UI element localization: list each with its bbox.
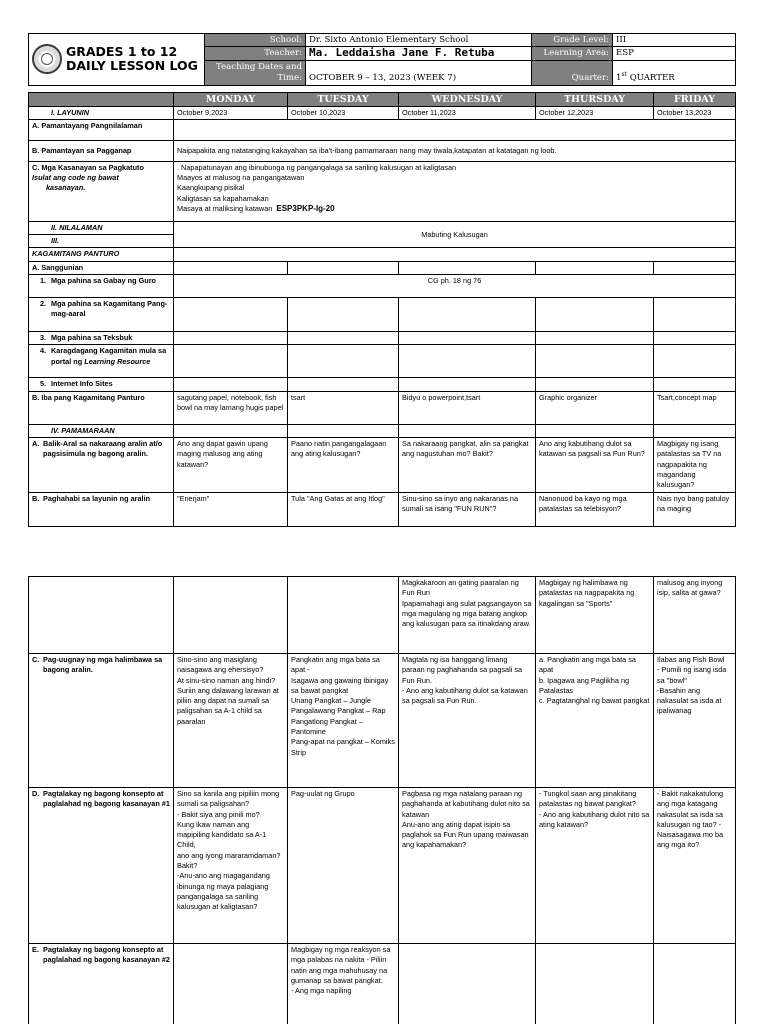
kagamitang-cell [288, 298, 399, 332]
lesson-log-page-1 [28, 33, 735, 527]
karagdagang-cell [536, 345, 654, 378]
deped-seal-icon [32, 44, 62, 74]
internet-cell [288, 378, 399, 391]
pagtalakay-2-monday [174, 944, 288, 1024]
paghahabi-monday: "Enerjam" [174, 492, 288, 526]
nilalaman-row [29, 221, 736, 234]
day-thursday: THURSDAY [536, 92, 654, 106]
kagamitang-mag-aaral-row [29, 298, 736, 332]
nilalaman-value: Mabuting Kalusugan [174, 221, 736, 248]
lesson-grid-2 [28, 576, 736, 1024]
pagtalakay-1-tuesday: Pag-uulat ng Grupo [288, 788, 399, 944]
iba-monday: sagutang papel, notebook, fish bowl na may lamang hugis papel [174, 391, 288, 424]
pamantayan-sa-pagganap-row [29, 140, 736, 161]
pamantayang-pangnilalaman-value [174, 119, 736, 140]
pagtalakay-2-letter: E. [32, 945, 39, 954]
internet-text: Internet Info Sites [51, 379, 113, 389]
date-friday: October 13,2023 [654, 106, 736, 119]
karagdagang-text: Karagdagang Kagamitan mula sa portal ng [51, 346, 167, 366]
teksbuk-cell [399, 332, 536, 345]
title-line-2: DAILY LESSON LOG [66, 58, 198, 74]
grade-level-label: Grade Level: [532, 34, 613, 47]
gabay-row [29, 275, 736, 298]
pag-uugnay-friday: Ilabas ang Fish Bowl - Pumili ng isang isda sa "bowl" -Basahin ang nakasulat sa isda at ipaliwanag [654, 654, 736, 788]
karagdagang-cell [399, 345, 536, 378]
school-value: Dr. Sixto Antonio Elementary School [306, 34, 532, 47]
iba-thursday: Graphic organizer [536, 391, 654, 424]
karagdagang-cell [654, 345, 736, 378]
teksbuk-cell [288, 332, 399, 345]
kasanayan-label [29, 161, 174, 221]
pamamaraan-cell [288, 424, 399, 437]
cont-thursday: Magbigay ng halimbawa ng patalastas na nagpapakita ng kagalingan sa "Sports" [536, 577, 654, 654]
kasanayan-label-line-2: Isulat ang code ng bawat [32, 173, 119, 183]
gabay-number: 1. [40, 276, 47, 286]
pamamaraan-cell [399, 424, 536, 437]
kagamitang-cell [399, 298, 536, 332]
internet-cell [399, 378, 536, 391]
header-logo-cell [29, 34, 205, 86]
kasanayan-value [174, 161, 736, 221]
internet-cell [654, 378, 736, 391]
paghahabi-letter: B. [32, 493, 40, 503]
kagamitang-mag-aaral-text: Mga pahina sa Kagamitang Pang-mag-aaral [51, 299, 168, 319]
pag-uugnay-text: Pag-uugnay ng mga halimbawa sa bagong aralin. [43, 655, 163, 675]
paghahabi-thursday: Nanonuod ba kayo ng mga patalastas sa telebisyon? [536, 492, 654, 526]
dates-label [205, 60, 306, 85]
sanggunian-label: A. Sanggunian [29, 261, 174, 274]
paghahabi-continued-row [29, 577, 736, 654]
sanggunian-cell [174, 261, 288, 274]
day-header-row [29, 92, 736, 106]
pagtalakay-2-friday [654, 944, 736, 1024]
iba-tuesday: tsart [288, 391, 399, 424]
pamantayan-sa-pagganap-label: B. Pamantayan sa Pagganap [29, 140, 174, 161]
pagtalakay-2-label [29, 944, 174, 1024]
balik-aral-letter: A. [32, 438, 40, 448]
kagamitang-cell [654, 298, 736, 332]
balik-aral-label [29, 437, 174, 492]
paghahabi-wednesday: Sinu-sino sa inyo ang nakaranas na sumali sa isang "FUN RUN"? [399, 492, 536, 526]
balik-aral-thursday: Ano ang kabutihang dulot sa katawan sa pagsali sa Fun Run? [536, 437, 654, 492]
teksbuk-row [29, 332, 736, 345]
pagtalakay-1-text: Pagtalakay ng bagong konsepto at paglalahad ng bagong kasanayan #1 [43, 789, 170, 809]
kasanayan-label-line-1: C. Mga Kasanayan sa Pagkatuto [32, 162, 144, 172]
balik-aral-friday: Magbigay ng isang patalastas sa TV na nagpapakita ng magandang kalusugan? [654, 437, 736, 492]
kagamitang-mag-aaral-label [29, 298, 174, 332]
pagtalakay-2-text: Pagtalakay ng bagong konsepto at paglalahad ng bagong kasanayan #2 [43, 945, 170, 965]
school-label: School: [205, 34, 306, 47]
lesson-log-page-2 [28, 576, 735, 1024]
cont-tuesday [288, 577, 399, 654]
quarter-label: Quarter: [532, 60, 613, 85]
kagamitang-cell [536, 298, 654, 332]
layunin-row [29, 106, 736, 119]
teacher-label: Teacher: [205, 47, 306, 60]
internet-cell [536, 378, 654, 391]
teksbuk-number: 3. [40, 333, 47, 343]
pag-uugnay-monday: Sino-sino ang masiglang naisagawa ang ehersisyo? At sinu-sino naman ang hindi? Suriin ang dalawang larawan at piliin ang dapat na sumali sa paligsahan sa A-1 child sa paaralan [174, 654, 288, 788]
sanggunian-cell [654, 261, 736, 274]
pagtalakay-1-monday: Sino sa kanila ang pipiliin mong sumali sa paligsahan? - Bakit siya ang pinili mo? Kung ikaw naman ang mapipiling kandidato sa A-1 Child, ano ang iyong mararamdaman? Bakit? -Anu-ano ang magagandang ibinunga ng maya palagiang pangangalaga sa sariling kalusugan at kaligtasan? [174, 788, 288, 944]
karagdagang-label [29, 345, 174, 378]
day-friday: FRIDAY [654, 92, 736, 106]
teacher-value: Ma. Leddaisha Jane F. Retuba [306, 47, 532, 60]
pamamaraan-label: IV. PAMAMARAAN [29, 424, 174, 437]
iba-pang-kagamitan-row [29, 391, 736, 424]
teksbuk-cell [536, 332, 654, 345]
balik-aral-text: Balik-Aral sa nakaraang aralin at/o pagsisimula ng bagong aralin. [43, 438, 163, 459]
quarter-number: 1 [616, 73, 622, 84]
teksbuk-label [29, 332, 174, 345]
pamamaraan-cell [654, 424, 736, 437]
paghahabi-row [29, 492, 736, 526]
learning-area-label: Learning Area: [532, 47, 613, 60]
sanggunian-cell [399, 261, 536, 274]
sanggunian-row [29, 261, 736, 274]
paghahabi-label [29, 492, 174, 526]
pag-uugnay-tuesday: Pangkatin ang mga bata sa apat - Isagawa ang gawaing ibinigay sa bawat pangkat Unang Pangkat – Jungle Pangalawang Pangkat – Rap Pangatlong Pangkat – Pantomine Pang-apat na pangkat – Komiks Strip [288, 654, 399, 788]
pamamaraan-cell [174, 424, 288, 437]
competency-code: ESP3PKP-Ig-20 [276, 204, 335, 214]
cont-friday: malusog ang inyong isip, salita at gawa? [654, 577, 736, 654]
kasanayan-text-3: Kaangkupang pisikal [177, 183, 245, 193]
log-title [66, 45, 198, 73]
date-thursday: October 12,2023 [536, 106, 654, 119]
pagtalakay-1-wednesday: Pagbasa ng mga natalang paraan ng paghahanda at kabutihang dulot nito sa katawan Anu-ano ang ating dapat isipin sa paglahok sa Fun Run upang maiwasan ang kapahamakan? [399, 788, 536, 944]
date-wednesday: October 11,2023 [399, 106, 536, 119]
gabay-text: Mga pahina sa Gabay ng Guro [51, 276, 157, 286]
pagtalakay-1-label [29, 788, 174, 944]
pag-uugnay-thursday: a. Pangkatin ang mga bata sa apat b. Ipagawa ang Paglikha ng Patalastas c. Pagtatanghal ng bawat pangkat [536, 654, 654, 788]
kasanayan-text-1: . Napapatunayan ang ibinubunga ng pangangalaga sa sariling kalusugan at kaligtasan [177, 162, 457, 172]
pamamaraan-row [29, 424, 736, 437]
teksbuk-cell [174, 332, 288, 345]
pagtalakay-1-friday: - Bakit nakakatulong ang mga katagang nakasulat sa isda sa kalusugan ng tao? -Naisasagawa mo ba ang mga ito? [654, 788, 736, 944]
pagtalakay-2-wednesday [399, 944, 536, 1024]
quarter-word: QUARTER [626, 73, 675, 84]
title-line-1: GRADES 1 to 12 [66, 44, 178, 60]
karagdagang-cell [288, 345, 399, 378]
day-monday: MONDAY [174, 92, 288, 106]
paghahabi-friday: Nais nyo bang patuloy na maging [654, 492, 736, 526]
pagtalakay-1-thursday: - Tungkol saan ang pinakitang patalastas ng bawat pangkat? - Ano ang kabutihang dulot nito sa ating katawan? [536, 788, 654, 944]
pagtalakay-1-row [29, 788, 736, 944]
pamantayang-pangnilalaman-label: A. Pamantayang Pangnilalaman [29, 119, 174, 140]
dates-label-line-1: Teaching Dates and [216, 61, 302, 72]
balik-aral-wednesday: Sa nakaraang pangkat, alin sa pangkat ang nagustuhan mo? Bakit? [399, 437, 536, 492]
cont-wednesday: Magkakaroon an gating paaralan ng Fun Run Ipapamahagi ang sulat pagsangayon sa mga magulang ng mga batang angkop ang kalusugan para sa itinakdang araw. [399, 577, 536, 654]
grade-level-value: III [613, 34, 736, 47]
day-header-blank [29, 92, 174, 106]
pagtalakay-2-row [29, 944, 736, 1024]
internet-cell [174, 378, 288, 391]
pamantayang-pangnilalaman-row [29, 119, 736, 140]
paghahabi-text: Paghahabi sa layunin ng aralin [43, 493, 151, 503]
kasanayan-text-2: Maayos at malusog na pangangatawan [177, 173, 305, 183]
pag-uugnay-wednesday: Magtala ng isa hanggang limang paraan ng paghahanda sa pagsali sa Fun Run. - Ano ang kabutihang dulot sa katawan sa pagsali sa Fun Run. [399, 654, 536, 788]
kasanayan-text-4: Kaligtasan sa kapahamakan [177, 193, 269, 203]
internet-row [29, 378, 736, 391]
cont-monday [174, 577, 288, 654]
dates-label-line-2: Time: [277, 72, 302, 83]
kagamitang-cell [174, 298, 288, 332]
karagdagang-row [29, 345, 736, 378]
pag-uugnay-letter: C. [32, 655, 40, 664]
paghahabi-tuesday: Tula "Ang Gatas at ang Itlog" [288, 492, 399, 526]
sanggunian-cell [288, 261, 399, 274]
balik-aral-monday: Ano ang dapat gawin upang maging malusog ang ating katawan? [174, 437, 288, 492]
pagtalakay-2-tuesday: Magbigay ng mga reaksyon sa mga palabas na nakita - Piliin natin ang mga mahuhusay na gumanap sa bawat pangkat. - Ang mga napiling [288, 944, 399, 1024]
pagtalakay-1-letter: D. [32, 789, 40, 798]
pag-uugnay-label [29, 654, 174, 788]
layunin-label: I. LAYUNIN [29, 106, 174, 119]
paghahabi-continued-label [29, 577, 174, 654]
iii-label: III. [29, 235, 174, 248]
iba-wednesday: Bidyu o powerpoint,tsart [399, 391, 536, 424]
gabay-label [29, 275, 174, 298]
internet-label [29, 378, 174, 391]
header-table [28, 33, 736, 86]
pamantayan-sa-pagganap-value: Naipapakita ang natatanging kakayahan sa iba't-ibang pamamaraan nang may tiwala,katapatan at katatagan ng loob. [174, 140, 736, 161]
learning-area-value: ESP [613, 47, 736, 60]
pag-uugnay-row [29, 654, 736, 788]
internet-number: 5. [40, 379, 47, 389]
teksbuk-cell [654, 332, 736, 345]
kagamitan-value [174, 248, 736, 261]
teksbuk-text: Mga pahina sa Teksbuk [51, 333, 133, 343]
karagdagang-text-italic: Learning Resource [84, 356, 151, 366]
karagdagang-number: 4. [40, 346, 47, 356]
karagdagang-cell [174, 345, 288, 378]
dates-value: OCTOBER 9 – 13, 2023 (WEEK 7) [306, 60, 532, 85]
pamamaraan-cell [536, 424, 654, 437]
kasanayan-text-5: Masaya at maliksing katawan [177, 204, 273, 214]
kasanayan-label-line-3: kasanayan. [46, 183, 86, 193]
date-tuesday: October 10,2023 [288, 106, 399, 119]
quarter-value [613, 60, 736, 85]
gabay-value: CG ph. 18 ng 76 [174, 275, 736, 298]
day-tuesday: TUESDAY [288, 92, 399, 106]
lesson-grid-1 [28, 92, 736, 527]
nilalaman-label: II. NILALAMAN [29, 221, 174, 234]
day-wednesday: WEDNESDAY [399, 92, 536, 106]
balik-aral-tuesday: Paano natin pangangalagaan ang ating kalusugan? [288, 437, 399, 492]
pagtalakay-2-thursday [536, 944, 654, 1024]
sanggunian-cell [536, 261, 654, 274]
kagamitan-row [29, 248, 736, 261]
iba-friday: Tsart,concept map [654, 391, 736, 424]
kagamitan-label: KAGAMITANG PANTURO [29, 248, 174, 261]
date-monday: October 9,2023 [174, 106, 288, 119]
kasanayan-row [29, 161, 736, 221]
kagamitang-mag-aaral-number: 2. [40, 299, 47, 309]
quarter-suffix: st [621, 71, 627, 79]
iba-pang-kagamitan-label: B. Iba pang Kagamitang Panturo [29, 391, 174, 424]
balik-aral-row [29, 437, 736, 492]
